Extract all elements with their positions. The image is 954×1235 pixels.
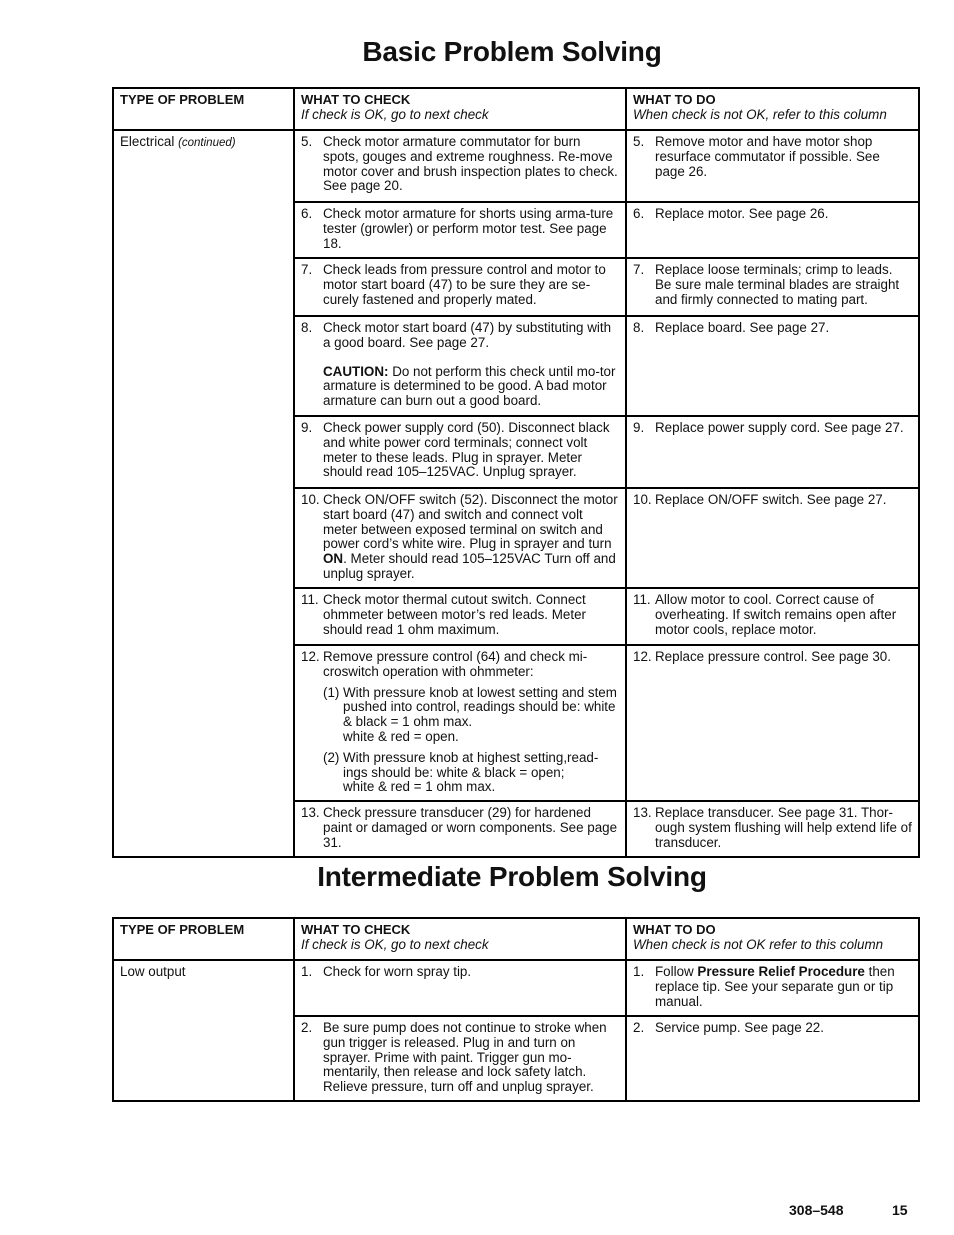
table-row <box>113 960 919 1016</box>
header-check: WHAT TO CHECK If check is OK, go to next check <box>294 88 626 130</box>
header-type: TYPE OF PROBLEM <box>113 88 294 130</box>
type-cell <box>113 258 294 316</box>
check-cell: 11. Check motor thermal cutout switch. Connect ohmmeter between motor’s red leads. Meter should read 1 ohm maximum. <box>294 588 626 645</box>
table-header-row <box>113 918 919 960</box>
document-number: 308–548 <box>789 1202 844 1218</box>
type-cell <box>113 488 294 588</box>
type-cell <box>113 960 294 1016</box>
do-cell: 10. Replace ON/OFF switch. See page 27. <box>626 488 919 588</box>
do-cell: 6. Replace motor. See page 26. <box>626 202 919 258</box>
check-cell: 7. Check leads from pressure control and motor to motor start board (47) to be sure they are se-curely fastened and properly mated. <box>294 258 626 316</box>
table-header-row <box>113 88 919 130</box>
table-row <box>113 645 919 801</box>
check-cell: 5. Check motor armature commutator for burn spots, gouges and extreme roughness. Re-move motor cover and brush inspection plates to check. See page 20. <box>294 130 626 202</box>
type-cell <box>113 202 294 258</box>
do-cell: 13. Replace transducer. See page 31. Thor-ough system flushing will help extend life of transducer. <box>626 801 919 856</box>
header-type: TYPE OF PROBLEM <box>113 918 294 960</box>
table-row <box>113 801 919 856</box>
type-label: Electrical <box>120 134 175 149</box>
page-number: 15 <box>892 1202 908 1218</box>
do-cell: 12. Replace pressure control. See page 30. <box>626 645 919 801</box>
do-cell: 1. Follow Pressure Relief Procedure then replace tip. See your separate gun or tip manual. <box>626 960 919 1016</box>
type-cell <box>113 416 294 488</box>
sub-item: (2) With pressure knob at highest setting,read-ings should be: white & black = open; white & red = 1 ohm max. <box>323 749 599 795</box>
check-cell: 2. Be sure pump does not continue to stroke when gun trigger is released. Plug in and turn on sprayer. Prime with paint. Trigger gun mo-mentarily, then release and lock safety latch. Relieve pressure, turn off and unplug sprayer. <box>294 1016 626 1101</box>
table-row <box>113 316 919 416</box>
basic-section-title: Basic Problem Solving <box>362 36 662 67</box>
header-check: WHAT TO CHECK If check is OK, go to next check <box>294 918 626 960</box>
intermediate-problem-table <box>112 917 920 1102</box>
type-cell <box>113 645 294 801</box>
intermediate-section-title: Intermediate Problem Solving <box>317 861 707 892</box>
type-cell <box>113 588 294 645</box>
do-cell: 7. Replace loose terminals; crimp to leads. Be sure male terminal blades are straight and firmly connected to mating part. <box>626 258 919 316</box>
type-cell <box>113 316 294 416</box>
type-cell <box>113 1016 294 1101</box>
check-cell: 13. Check pressure transducer (29) for hardened paint or damaged or worn components. See page 31. <box>294 801 626 856</box>
type-note: (continued) <box>178 137 236 149</box>
basic-problem-table <box>112 87 920 858</box>
table-row <box>113 202 919 258</box>
type-label: Low output <box>120 964 186 979</box>
table-row <box>113 488 919 588</box>
check-cell: 10. Check ON/OFF switch (52). Disconnect the motor start board (47) and switch and connect volt meter between exposed terminal on switch and power cord’s white wire. Plug in sprayer and turn ON. Meter should read 105–125VAC Turn off and unplug sprayer. <box>294 488 626 588</box>
sub-item: (1) With pressure knob at lowest setting and stem pushed into control, readings should be: white & black = 1 ohm max. white & red = open. <box>323 684 617 744</box>
type-cell <box>113 130 294 202</box>
caution-note: CAUTION: Do not perform this check until mo-tor armature is determined to be good. A bad motor armature can burn out a good board. <box>323 363 616 409</box>
table-row <box>113 416 919 488</box>
do-cell: 8. Replace board. See page 27. <box>626 316 919 416</box>
table-row <box>113 588 919 645</box>
type-cell <box>113 801 294 856</box>
header-do: WHAT TO DO When check is not OK, refer to this column <box>626 88 919 130</box>
do-cell: 11. Allow motor to cool. Correct cause of overheating. If switch remains open after motor cools, replace motor. <box>626 588 919 645</box>
table-row <box>113 1016 919 1101</box>
check-cell: 9. Check power supply cord (50). Disconnect black and white power cord terminals; connect volt meter to these leads. Plug in sprayer. Meter should read 105–125VAC. Unplug sprayer. <box>294 416 626 488</box>
check-cell: 8. Check motor start board (47) by substituting with a good board. See page 27. CAUTION: Do not perform this check until mo-tor armature is determined to be good. A bad motor armature can burn out a good board. <box>294 316 626 416</box>
do-cell: 5. Remove motor and have motor shop resurface commutator if possible. See page 26. <box>626 130 919 202</box>
table-row <box>113 130 919 202</box>
check-cell: 1. Check for worn spray tip. <box>294 960 626 1016</box>
do-cell: 9. Replace power supply cord. See page 27. <box>626 416 919 488</box>
check-cell: 12. Remove pressure control (64) and check mi-croswitch operation with ohmmeter: (1) With pressure knob at lowest setting and stem pushed into control, readings should be: white & black = 1 ohm max. white & red = open. (2) With pressure knob at highest setting,read-ings should be: white & black = open; white & red = 1 ohm max. <box>294 645 626 801</box>
check-cell: 6. Check motor armature for shorts using arma-ture tester (growler) or perform motor test. See page 18. <box>294 202 626 258</box>
table-row <box>113 258 919 316</box>
do-cell: 2. Service pump. See page 22. <box>626 1016 919 1101</box>
header-do: WHAT TO DO When check is not OK refer to this column <box>626 918 919 960</box>
